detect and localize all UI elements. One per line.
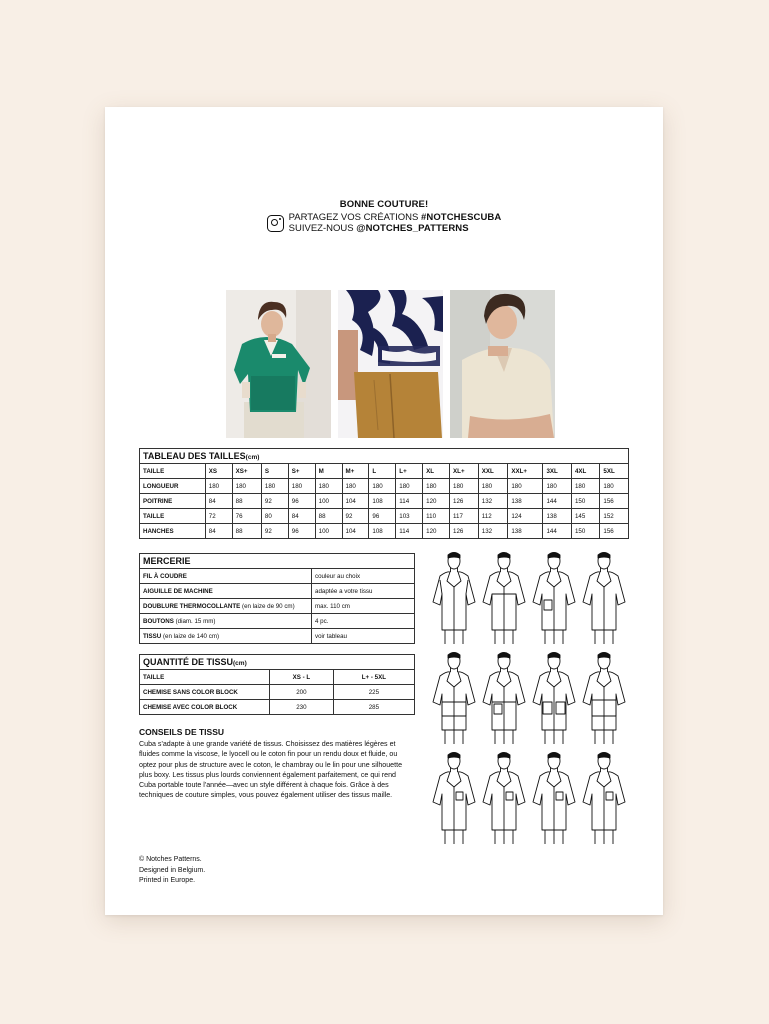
table-row: BOUTONS (diam. 15 mm) 4 pc.: [140, 614, 415, 629]
fabric-qty-unit: (cm): [233, 660, 247, 667]
fabric-advice: [139, 727, 414, 801]
instagram-handle: @NOTCHES_PATTERNS: [356, 223, 469, 234]
size-table-unit: (cm): [245, 454, 260, 461]
size-table-header: TAILLE XS XS+ S S+ M M+ L L+ XL XL+ XXL XXL+ 3XL 4XL 5XL: [140, 464, 629, 479]
shirt-drawing: [581, 650, 627, 746]
table-row: TAILLE 72 76 80 84 88 92 96 103 110 117 112 124 138 145 152: [140, 509, 629, 524]
printed-in: Printed in Europe.: [139, 877, 196, 884]
footer: [139, 855, 205, 887]
shirt-drawing: [581, 550, 627, 646]
technical-drawings: [431, 550, 631, 850]
table-row: LONGUEUR 180 180 180 180 180 180 180 180 180 180 180 180 180 180 180: [140, 479, 629, 494]
fabric-quantity-table: [139, 654, 415, 715]
table-row: FIL À COUDRE couleur au choix: [140, 569, 415, 584]
shirt-drawing: [481, 650, 527, 746]
mercerie-title: MERCERIE: [140, 554, 415, 569]
photo-printed-shirt: [338, 290, 443, 438]
table-row: DOUBLURE THERMOCOLLANTE (en laize de 90 cm) max. 110 cm: [140, 599, 415, 614]
table-row: TISSU (en laize de 140 cm) voir tableau: [140, 629, 415, 644]
mercerie-table: [139, 553, 415, 644]
size-table: [139, 448, 629, 539]
shirt-drawing: [481, 750, 527, 846]
shirt-drawing: [531, 750, 577, 846]
table-row: CHEMISE AVEC COLOR BLOCK 230 285: [140, 700, 415, 715]
table-row: HANCHES 84 88 92 96 100 104 108 114 120 126 132 138 144 150 156: [140, 524, 629, 539]
shirt-drawing: [531, 550, 577, 646]
fabric-qty-title: QUANTITÉ DE TISSU: [143, 657, 234, 667]
share-prefix: PARTAGEZ VOS CRÉATIONS: [288, 211, 421, 223]
table-row: AIGUILLE DE MACHINE adaptée a votre tissu: [140, 584, 415, 599]
fabric-qty-header: TAILLE XS - L L+ - 5XL: [140, 670, 415, 685]
table-row: POITRINE 84 88 92 96 100 104 108 114 120 126 132 138 144 150 156: [140, 494, 629, 509]
shirt-drawing: [431, 550, 477, 646]
table-row: CHEMISE SANS COLOR BLOCK 200 225: [140, 685, 415, 700]
photo-green-shirt: [226, 290, 331, 438]
instagram-icon: [267, 215, 284, 232]
greeting: BONNE COUTURE!: [339, 199, 429, 210]
size-table-title: TABLEAU DES TAILLES: [143, 451, 246, 461]
header-block: [105, 199, 663, 235]
shirt-drawing: [581, 750, 627, 846]
hashtag: #NOTCHESCUBA: [420, 211, 502, 223]
fabric-advice-body: Cuba s'adapte à une grande variété de tissus. Choisissez des matières légères et fluides comme la viscose, le lyocell ou le coton fin pour un rendu doux et fluide, ou optez pour plus de structure avec le coton, le chambray ou le lin pour une silhouette plus boxy. Les tissus plus lourds conviennent également parfaitement, ce qui rend Cuba portable toute l'année—avec un style différent à chaque fois. Grâce à des techniques de couture simples, vous pouvez également utiliser des tissus maille.: [139, 740, 403, 800]
pattern-back-page: [105, 107, 663, 915]
shirt-drawing: [431, 650, 477, 746]
copyright: © Notches Patterns.: [139, 856, 202, 863]
shirt-drawing: [531, 650, 577, 746]
photo-cream-shirt: [450, 290, 555, 438]
designed-in: Designed in Belgium.: [139, 866, 206, 874]
fabric-advice-title: CONSEILS DE TISSU: [139, 727, 225, 737]
shirt-drawing: [431, 750, 477, 846]
social-row: [267, 212, 502, 235]
shirt-drawing: [481, 550, 527, 646]
follow-prefix: SUIVEZ-NOUS: [288, 223, 357, 234]
